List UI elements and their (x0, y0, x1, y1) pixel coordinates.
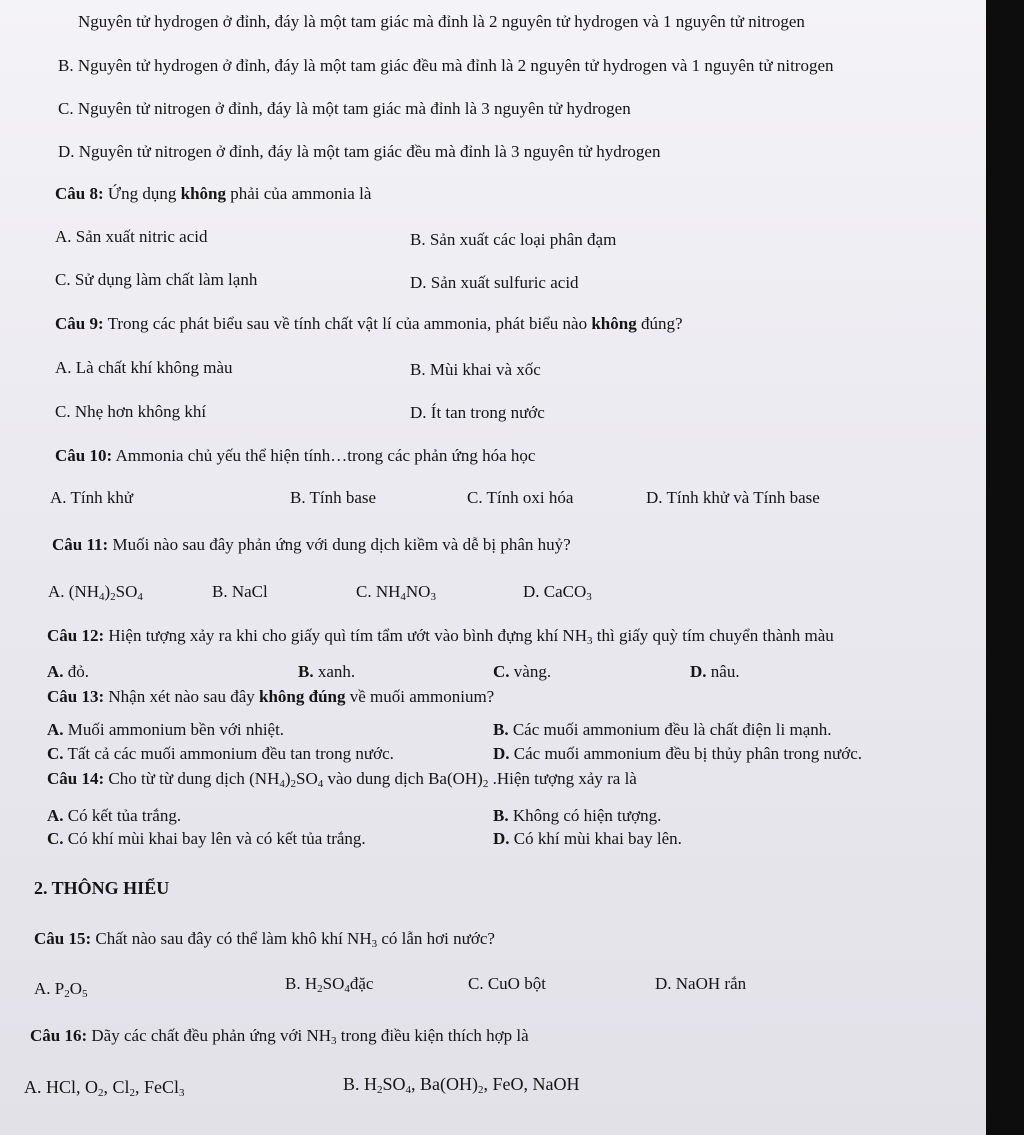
q12-label: Câu 12: (47, 626, 105, 645)
q13-stem-text: Nhận xét nào sau đây (104, 687, 259, 706)
q8-stem-text-end: phải của ammonia là (225, 184, 372, 203)
q15-label: Câu 15: (34, 929, 92, 948)
q11-option-b: B. NaCl (212, 582, 268, 601)
q12-option-a: A. đỏ. (47, 662, 90, 681)
q10-option-a: A. Tính khử (50, 488, 134, 507)
q14-option-d: D. Có khí mùi khai bay lên. (493, 829, 682, 848)
q13-option-c: C. Tất cả các muối ammonium đều tan trong nước. (47, 744, 394, 763)
q7-option-c: C. Nguyên tử nitrogen ở đỉnh, đáy là một tam giác mà đỉnh là 3 nguyên tử hydrogen (58, 99, 631, 118)
q7-option-a: Nguyên tử hydrogen ở đỉnh, đáy là một tam giác mà đỉnh là 2 nguyên tử hydrogen và 1 nguyên tử nitrogen (78, 12, 805, 31)
q14-option-a: A. Có kết tủa trắng. (47, 806, 182, 825)
q8-option-c: C. Sử dụng làm chất làm lạnh (55, 270, 258, 289)
q13-stem (47, 687, 494, 707)
q15-stem-text: Chất nào sau đây có thể làm khô khí NH (91, 929, 372, 948)
q16-option-b: B. $H_2SO_4$, $Ba(OH)_2$, FeO, NaOH (343, 1074, 580, 1096)
q14-option-b: B. Không có hiện tượng. (493, 806, 662, 825)
q9-option-c: C. Nhẹ hơn không khí (55, 402, 207, 421)
q12-option-c: C. vàng. (493, 662, 552, 681)
q8-option-a: A. Sản xuất nitric acid (55, 227, 208, 246)
q11-stem-text: Muối nào sau đây phản ứng với dung dịch kiềm và dễ bị phân huỷ? (108, 535, 571, 554)
q13-stem-text-end: về muối ammonium? (345, 687, 495, 706)
q12-option-d: D. nâu. (690, 662, 740, 681)
q13-option-b: B. Các muối ammonium đều là chất điện li mạnh. (493, 720, 832, 739)
q10-stem-text: Ammonia chủ yếu thể hiện tính…trong các phản ứng hóa học (112, 446, 536, 465)
q13-option-d: D. Các muối ammonium đều bị thủy phân trong nước. (493, 744, 863, 763)
q9-option-b: B. Mùi khai và xốc (410, 360, 541, 379)
q10-option-c: C. Tính oxi hóa (467, 488, 574, 507)
q8-stem (55, 184, 371, 204)
dark-background-edge (986, 0, 1024, 1135)
q7-option-d: D. Nguyên tử nitrogen ở đỉnh, đáy là một tam giác đều mà đỉnh là 3 nguyên tử hydrogen (58, 142, 661, 161)
q11-label: Câu 11: (52, 535, 109, 554)
q14-label: Câu 14: (47, 769, 105, 788)
q12-option-b: B. xanh. (298, 662, 356, 681)
q8-option-b: B. Sản xuất các loại phân đạm (410, 230, 617, 249)
section-heading: 2. THÔNG HIỂU (34, 878, 170, 898)
q10-stem (55, 446, 535, 466)
q7-option-b: B. Nguyên tử hydrogen ở đỉnh, đáy là một tam giác đều mà đỉnh là 2 nguyên tử hydrogen và 1 nguyên tử nitrogen (58, 56, 834, 75)
q15-option-b: B. $H_2SO_4đặc$ (285, 974, 374, 995)
q9-option-d: D. Ít tan trong nước (410, 403, 545, 422)
q15-option-a: A. $P_2O_5$ (34, 979, 88, 1000)
q15-option-c: C. CuO bột (468, 974, 546, 993)
q8-label: Câu 8: (55, 184, 104, 203)
q14-option-c: C. Có khí mùi khai bay lên và có kết tủa trắng. (47, 829, 366, 848)
q9-stem-text-end: đúng? (636, 314, 683, 333)
q10-option-b: B. Tính base (290, 488, 377, 507)
q14-stem: Câu 14: Cho từ từ dung dịch $(NH_4)_2SO_4$ vào dung dịch $Ba(OH)_2$ .Hiện tượng xảy ra là (47, 769, 637, 790)
q9-option-a: A. Là chất khí không màu (55, 358, 233, 377)
q15-stem: Câu 15: Chất nào sau đây có thể làm khô khí $NH_3$ có lẫn hơi nước? (34, 929, 495, 950)
q9-stem-text: Trong các phát biểu sau về tính chất vật lí của ammonia, phát biểu nào (103, 314, 592, 333)
q16-stem-text: Dãy các chất đều phản ứng với NH (87, 1026, 331, 1045)
q13-label: Câu 13: (47, 687, 105, 706)
q8-option-d: D. Sản xuất sulfuric acid (410, 273, 579, 292)
q11-option-d: D. CaCO$_3$ (523, 582, 592, 603)
q12-stem-text: Hiện tượng xảy ra khi cho giấy quì tím tẩm ướt vào bình đựng khí NH (104, 626, 587, 645)
q11-option-a: A. $(NH_4)_2SO_4$ (48, 582, 143, 603)
q13-stem-emphasis: không đúng (259, 687, 346, 706)
q16-stem-text-end: trong điều kiện thích hợp là (336, 1026, 529, 1045)
q12-stem-text-end: thì giấy quỳ tím chuyển thành màu (592, 626, 834, 645)
q8-stem-text: Ứng dụng (103, 184, 181, 203)
q12-stem: Câu 12: Hiện tượng xảy ra khi cho giấy quì tím tẩm ướt vào bình đựng khí $NH_3$ thì giấy quỳ tím chuyển thành màu (47, 626, 834, 647)
q16-stem: Câu 16: Dãy các chất đều phản ứng với $NH_3$ trong điều kiện thích hợp là (30, 1026, 529, 1047)
q9-stem-emphasis: không (591, 314, 637, 333)
q11-stem (52, 535, 571, 555)
q13-option-a: A. Muối ammonium bền với nhiệt. (47, 720, 285, 739)
q16-option-a: A. HCl, $O_2$, $Cl_2$, FeCl$_3$ (24, 1077, 185, 1099)
q9-stem (55, 314, 683, 334)
q16-label: Câu 16: (30, 1026, 88, 1045)
q15-option-d: D. NaOH rắn (655, 974, 747, 993)
q9-label: Câu 9: (55, 314, 104, 333)
q8-stem-emphasis: không (180, 184, 226, 203)
q10-label: Câu 10: (55, 446, 113, 465)
q11-option-c: C. $NH_4NO_3$ (356, 582, 436, 603)
q15-stem-text-end: có lẫn hơi nước? (377, 929, 495, 948)
q10-option-d: D. Tính khử và Tính base (646, 488, 820, 507)
